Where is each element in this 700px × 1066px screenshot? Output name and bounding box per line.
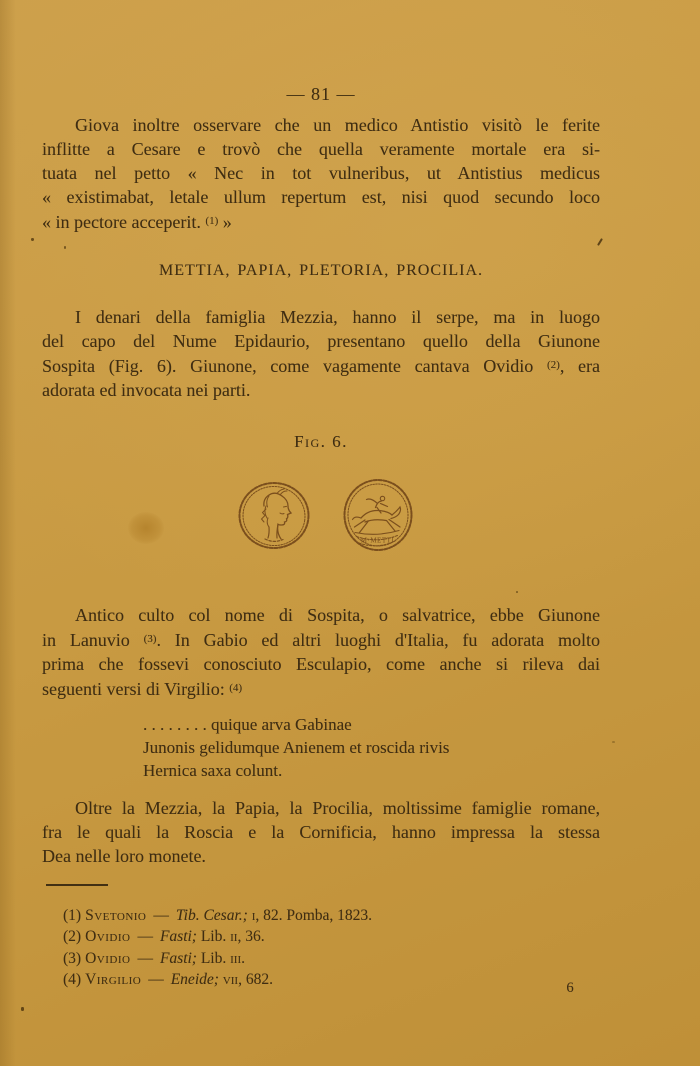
text-segment: seguenti versi di Virgilio: — [42, 679, 230, 699]
footnote-author: Ovidio — [85, 949, 131, 967]
text-line — [42, 209, 600, 234]
footnote-roman-numeral: i — [251, 907, 256, 924]
coin-obverse-image — [236, 480, 312, 552]
paper-speck — [612, 741, 615, 743]
text-segment: » — [218, 212, 232, 232]
page-signature: 6 — [566, 980, 574, 996]
text-segment: Sospita (Fig. 6). Giunone, come vagamente cantava Ovidio — [42, 356, 547, 376]
footnote-2 — [63, 926, 583, 947]
footnote-rest: , 682. — [238, 970, 273, 988]
footnote-rest: , 36. — [237, 928, 265, 946]
text-line: « existimabat, letale ullum repertum est, nisi quod secundo loco — [42, 187, 600, 207]
footnote-ref-2: (2) — [546, 359, 560, 371]
coin-reverse-image — [341, 477, 415, 555]
verse-line: Hernica saxa colunt. — [143, 761, 283, 780]
footnote-lib: Lib. — [200, 949, 227, 967]
footnote-lib: Lib. — [200, 928, 227, 946]
text-line: del capo del Nume Epidaurio, presentano quello della Giunone — [42, 331, 600, 351]
paragraph-1 — [42, 113, 600, 234]
figure-caption: Fig. 6. — [294, 432, 348, 451]
text-line: Antico culto col nome di Sospita, o salvatrice, ebbe Giunone — [75, 605, 600, 625]
text-line: tuata nel petto « Nec in tot vulneribus, ut Antistius medicus — [42, 163, 600, 183]
text-segment: , era — [559, 356, 600, 376]
footnote-1 — [63, 905, 583, 926]
text-segment: in Lanuvio — [42, 630, 144, 650]
verse-quote — [143, 713, 563, 782]
footnote-work-title: Tib. Cesar.; — [175, 907, 248, 924]
text-line: adorata ed invocata nei parti. — [42, 380, 251, 400]
paragraph-2 — [42, 305, 600, 402]
paragraph-4 — [42, 796, 600, 868]
footnote-roman-numeral: vii — [222, 970, 239, 988]
footnotes — [63, 905, 583, 990]
coin-inscription: M·METTI — [360, 536, 395, 545]
text-line: I denari della famiglia Mezzia, hanno il serpe, ma in luogo — [75, 307, 600, 327]
footnote-number: (1) — [63, 907, 82, 924]
text-line: Oltre la Mezzia, la Papia, la Procilia, moltissime famiglie romane, — [75, 798, 600, 818]
text-segment: . In Gabio ed altri luoghi d'Italia, fu adorata molto — [156, 630, 600, 650]
text-line: fra le quali la Roscia e la Cornificia, hanno impressa la stessa — [42, 822, 600, 842]
footnote-ref-3: (3) — [143, 633, 157, 645]
paper-speck — [31, 238, 34, 241]
verse-line: . . . . . . . . quique arva Gabinae — [143, 715, 352, 734]
footnote-author: Svetonio — [85, 907, 147, 924]
footnote-rule — [46, 884, 108, 886]
text-line — [42, 353, 600, 378]
footnote-work-title: Fasti; — [159, 928, 197, 946]
footnote-roman-numeral: iii — [230, 949, 242, 967]
footnote-dash: — — [148, 970, 164, 988]
footnote-dash: — — [137, 928, 153, 946]
footnote-4 — [63, 969, 583, 990]
footnote-author: Virgilio — [85, 970, 142, 988]
text-line: prima che fossevi conosciuto Esculapio, come anche si rileva dai — [42, 654, 600, 674]
text-line: inflitte a Cesare e trovò che quella veramente mortale era si- — [42, 139, 600, 159]
section-heading: METTIA, PAPIA, PLETORIA, PROCILIA. — [158, 262, 483, 279]
footnote-rest: , 82. Pomba, 1823. — [255, 907, 373, 924]
footnote-roman-numeral: ii — [230, 928, 238, 946]
text-line: Giova inoltre osservare che un medico Antistio visitò le ferite — [75, 115, 600, 135]
footnote-dash: — — [137, 949, 153, 967]
text-line — [42, 627, 600, 652]
verse-line: Junonis gelidumque Anienem et roscida rivis — [143, 738, 450, 757]
paper-speck — [21, 1007, 24, 1011]
footnote-number: (3) — [63, 949, 82, 967]
footnote-author: Ovidio — [85, 928, 131, 946]
footnote-ref-4: (4) — [229, 682, 243, 694]
paper-mark — [597, 238, 603, 246]
footnote-work-title: Eneide; — [170, 970, 219, 988]
paper-speck — [64, 246, 66, 249]
footnote-dash: — — [153, 907, 169, 924]
text-line — [42, 676, 600, 701]
footnote-rest: . — [241, 949, 245, 967]
paper-speck — [516, 591, 518, 593]
text-segment: « in pectore acceperit. — [42, 212, 206, 232]
footnote-ref-1: (1) — [205, 215, 219, 227]
footnote-3 — [63, 948, 583, 969]
paper-stain — [128, 512, 164, 544]
footnote-number: (2) — [63, 928, 82, 946]
page-number: — 81 — — [286, 84, 356, 104]
footnote-number: (4) — [63, 970, 82, 988]
text-line: Dea nelle loro monete. — [42, 846, 206, 866]
footnote-work-title: Fasti; — [159, 949, 197, 967]
paragraph-3 — [42, 603, 600, 701]
